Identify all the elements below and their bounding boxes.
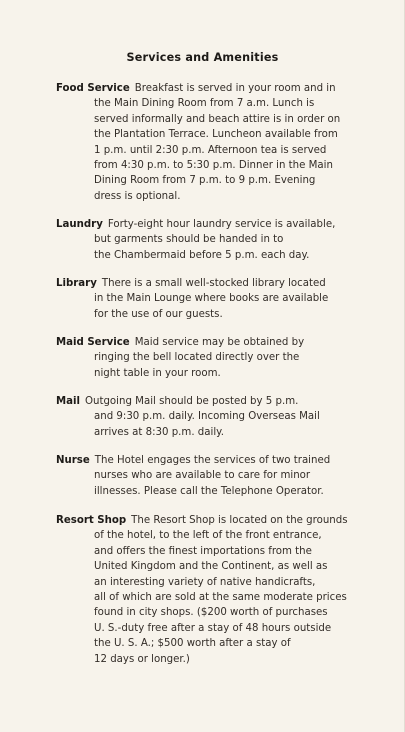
entry-first-line [56, 81, 368, 96]
entry-text-line: ringing the bell located directly over the [94, 352, 300, 364]
entry-text-line: Maid service may be obtained by [134, 337, 305, 348]
entry-text-line: The Hotel engages the services of two trained [94, 455, 331, 466]
entry-text-line: United Kingdom and the Continent, as well as [94, 561, 328, 573]
entry-term: Nurse [56, 455, 90, 466]
entry-text-line: found in city shops. ($200 worth of purchases [94, 607, 328, 619]
entry-text-line: in the Main Lounge where books are available [94, 293, 329, 305]
entry-text-line: the Plantation Terrace. Luncheon available from [94, 129, 338, 141]
entry-text-line: Forty-eight hour laundry service is available, [107, 219, 336, 230]
entry-mail [56, 394, 368, 440]
entry-text-line: served informally and beach attire is in order on [94, 113, 341, 125]
entry-first-line [56, 394, 368, 409]
entry-text-line: the Chambermaid before 5 p.m. each day. [94, 249, 310, 261]
entry-text-line: but garments should be handed in to [94, 234, 284, 246]
entry-text-line: the Main Dining Room from 7 a.m. Lunch is [94, 98, 315, 110]
entry-text-line: night table in your room. [94, 367, 221, 379]
entry-text-line: nurses who are available to care for minor [94, 470, 311, 482]
entry-text-line: and offers the finest importations from the [94, 545, 312, 557]
entry-text-line: dress is optional. [94, 190, 181, 202]
entry-maid-service [56, 335, 368, 381]
entry-text-line: arrives at 8:30 p.m. daily. [94, 426, 224, 438]
entry-text-line: of the hotel, to the left of the front entrance, [94, 530, 322, 542]
entry-text-line: U. S.-duty free after a stay of 48 hours outside [94, 622, 332, 634]
entry-nurse [56, 453, 368, 499]
entry-term: Food Service [56, 83, 130, 94]
entry-first-line [56, 276, 368, 291]
entry-library [56, 276, 368, 322]
entry-text-line: 12 days or longer.) [94, 653, 190, 665]
entry-term: Library [56, 278, 97, 289]
entry-text-line: Breakfast is served in your room and in [134, 83, 336, 94]
entry-first-line [56, 513, 368, 528]
entry-text-line: and 9:30 p.m. daily. Incoming Overseas Mail [94, 411, 320, 423]
entry-text-line: Outgoing Mail should be posted by 5 p.m. [85, 396, 299, 407]
entry-first-line [56, 335, 368, 350]
entry-text-line: illnesses. Please call the Telephone Operator. [94, 485, 324, 497]
entry-text-line: an interesting variety of native handicrafts, [94, 576, 316, 588]
entry-term: Laundry [56, 219, 103, 230]
entry-text-line: for the use of our guests. [94, 308, 223, 320]
page-title: Services and Amenities [126, 51, 279, 64]
entry-text-line: all of which are sold at the same moderate prices [94, 592, 347, 604]
entry-text-line: The Resort Shop is located on the grounds [131, 515, 348, 526]
entry-laundry [56, 217, 368, 263]
entry-first-line [56, 453, 368, 468]
entry-text-line: 1 p.m. until 2:30 p.m. Afternoon tea is served [94, 144, 327, 156]
entry-resort-shop [56, 513, 368, 667]
entry-term: Resort Shop [56, 515, 127, 526]
entry-first-line [56, 217, 368, 232]
entry-term: Mail [56, 396, 80, 407]
entry-text-line: from 4:30 p.m. to 5:30 p.m. Dinner in the Main [94, 160, 333, 172]
entry-text-line: There is a small well-stocked library located [101, 278, 326, 289]
entry-term: Maid Service [56, 337, 130, 348]
entry-food-service [56, 81, 368, 204]
entry-text-line: the U. S. A.; $500 worth after a stay of [94, 638, 291, 650]
entry-text-line: Dining Room from 7 p.m. to 9 p.m. Evening [94, 175, 316, 187]
